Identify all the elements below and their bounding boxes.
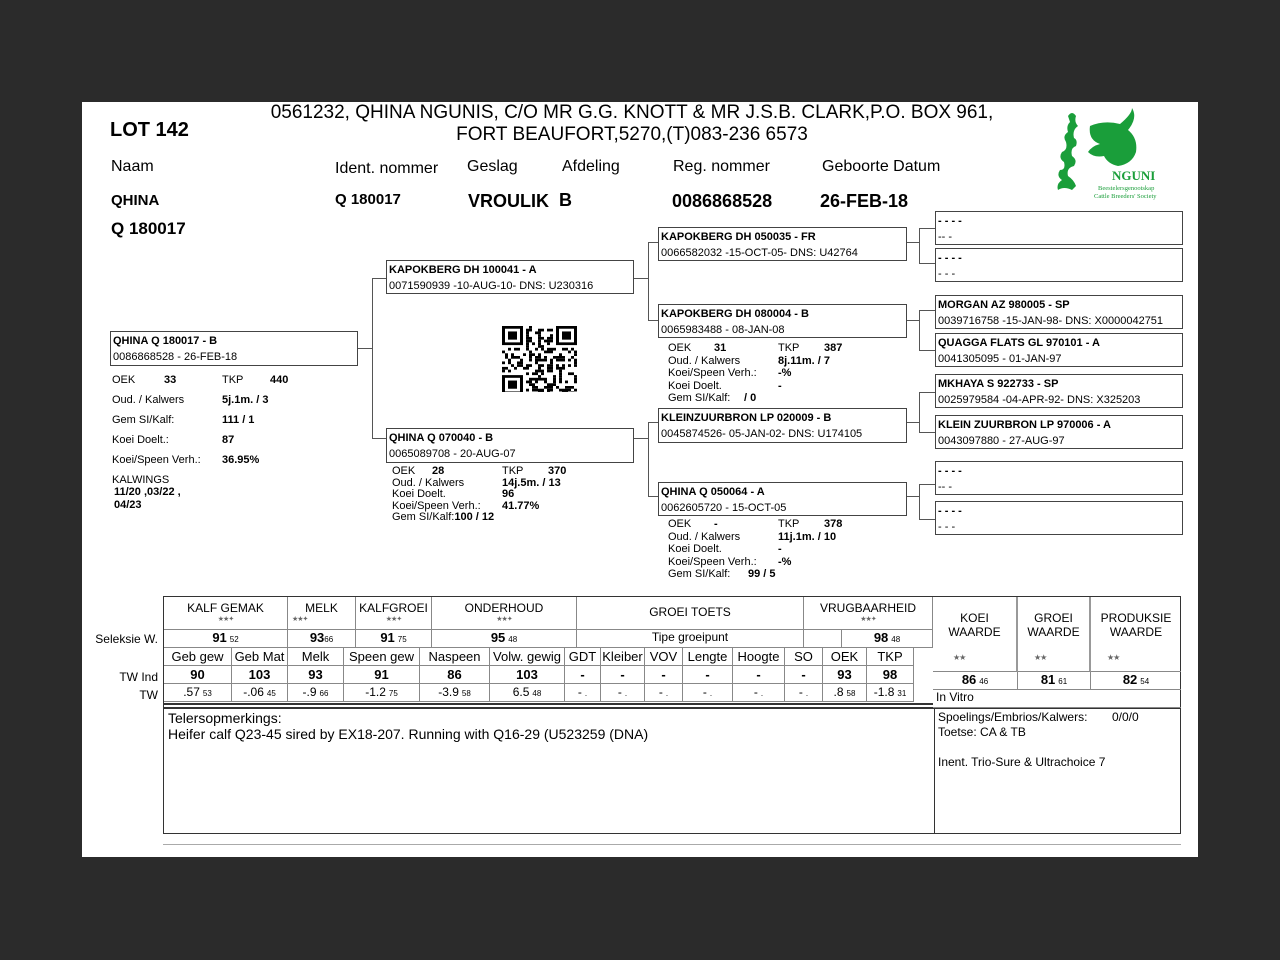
logo-sub-2: Cattle Breeders' Society (1094, 193, 1157, 200)
dam-name: QHINA Q 070040 - B (389, 432, 494, 444)
sire-reg: 0071590939 -10-AUG-10- DNS: U230316 (389, 280, 594, 292)
tw-number: - (658, 685, 663, 699)
owner-line-2: FORT BEAUFORT,5270,(T)083-236 6573 (456, 124, 808, 145)
tw-accuracy: 53 (202, 689, 212, 698)
label-reg: Reg. nommer (673, 158, 770, 175)
produksie-waarde: PRODUKSIE WAARDE ★★ (1091, 597, 1181, 672)
tw-accuracy: . (624, 689, 628, 698)
sel-melk: 9366 (288, 630, 356, 648)
qr-code-icon (498, 324, 580, 392)
value-geslag: VROULIK (468, 191, 549, 211)
value-reg: 0086868528 (672, 191, 773, 211)
tw-value (565, 684, 601, 702)
divider (163, 844, 1181, 845)
tw-accuracy: . (805, 689, 809, 698)
connector (919, 484, 920, 520)
animal-stats: OEK 33 TKP 440 Oud. / Kalwers 5j.1m. / 3 Gem SI/Kalf: 111 / 1 Koei Doelt.: 87 Koei/Speen Verh.: 36.95% KALWINGS (112, 374, 289, 486)
connector (358, 348, 372, 349)
dam-box[interactable] (386, 428, 634, 463)
tw-accuracy: . (760, 689, 764, 698)
tw-number: -3.9 (438, 685, 459, 699)
lot-number: LOT 142 (110, 119, 189, 141)
remarks-title: Telersopmerkings: (168, 710, 282, 726)
tw-number: -1.2 (365, 685, 386, 699)
connector (919, 263, 935, 264)
column-header: Naspeen (420, 648, 490, 666)
group-onderhoud: ONDERHOUD ★★✦ (432, 597, 577, 630)
group-vrugbaarheid: VRUGBAARHEID ★★✦ (804, 597, 933, 630)
remarks-text: Heifer calf Q23-45 sired by EX18-207. Running with Q16-29 (U523259 (DNA) (168, 726, 649, 742)
sire-sire-reg: 0066582032 -15-OCT-05- DNS: U42764 (661, 247, 858, 259)
tw-number: - (702, 685, 707, 699)
group-kalf-gemak: KALF GEMAK ★★✦ (164, 597, 288, 630)
dam-sire-name: KLEINZUURBRON LP 020009 - B (661, 412, 832, 424)
connector (372, 438, 386, 439)
val-koei-waarde: 86 46 (933, 672, 1018, 690)
column-header: Kleiber (601, 648, 645, 666)
connector (919, 228, 935, 229)
connector (648, 320, 658, 321)
sire-dam-name: KAPOKBERG DH 080004 - B (661, 308, 809, 320)
connector (919, 392, 920, 433)
column-header: GDT (565, 648, 601, 666)
tw-ind-value: 93 (823, 666, 867, 684)
tw-ind-value: - (601, 666, 645, 684)
column-header: Melk (288, 648, 344, 666)
val-groei-waarde: 81 61 (1018, 672, 1091, 690)
row-label-twind: TW Ind (119, 670, 158, 684)
dam-sire-box[interactable] (658, 408, 907, 443)
tw-value (420, 684, 490, 702)
connector (372, 278, 373, 439)
gen3-box[interactable]: - - - - -- - (935, 211, 1183, 245)
sire-box[interactable] (386, 260, 634, 294)
column-header: Lengte (683, 648, 733, 666)
connector (648, 242, 658, 243)
column-header: SO (785, 648, 823, 666)
tw-number: - (798, 685, 803, 699)
gen3-box[interactable]: - - - - - - - (935, 501, 1183, 535)
group-groei-toets: GROEI TOETS (577, 597, 804, 630)
tw-number: -.06 (243, 685, 264, 699)
label-afdeling: Afdeling (562, 158, 620, 175)
tw-ind-value: - (645, 666, 683, 684)
koei-waarde: KOEI WAARDE ★★ (933, 597, 1018, 672)
tw-ind-value: 86 (420, 666, 490, 684)
sire-sire-name: KAPOKBERG DH 050035 - FR (661, 231, 816, 243)
connector (648, 496, 658, 497)
breeding-values-table (163, 596, 1181, 708)
dam-reg: 0065089708 - 20-AUG-07 (389, 448, 516, 460)
tw-value (683, 684, 733, 702)
tw-accuracy: 75 (388, 689, 398, 698)
connector (634, 278, 648, 279)
tw-value (867, 684, 914, 702)
connector (648, 422, 658, 423)
tw-value (601, 684, 645, 702)
tw-number: - (753, 685, 758, 699)
tw-value (785, 684, 823, 702)
tw-number: - (577, 685, 582, 699)
connector (907, 242, 919, 243)
tw-number: -.9 (302, 685, 317, 699)
tw-value (490, 684, 565, 702)
sel-kalfgroei: 91 75 (356, 630, 432, 648)
sel-blank (804, 630, 842, 648)
lot-card (82, 102, 1198, 857)
logo-brand: NGUNI (1112, 168, 1156, 183)
connector (919, 519, 935, 520)
dam-dam-name: QHINA Q 050064 - A (661, 486, 765, 498)
row-label-tw: TW (139, 688, 158, 702)
gen3-box[interactable]: - - - - -- - (935, 461, 1183, 495)
inent: Inent. Trio-Sure & Ultrachoice 7 (938, 755, 1106, 769)
sel-kalf-gemak: 91 52 (164, 630, 288, 648)
tw-accuracy: . (709, 689, 713, 698)
tw-ind-value: - (733, 666, 785, 684)
tw-ind-value: 103 (232, 666, 288, 684)
tw-number: .8 (833, 685, 844, 699)
group-kalfgroei: KALFGROEI ★★✦ (356, 597, 432, 630)
tw-value (344, 684, 420, 702)
value-naam-ident: Q 180017 (111, 219, 186, 238)
value-ident: Q 180017 (335, 191, 401, 208)
sel-vrugbaarheid: 98 48 (842, 630, 933, 648)
connector (907, 320, 919, 321)
tw-ind-value: 90 (164, 666, 232, 684)
tw-value (232, 684, 288, 702)
owner-address (232, 102, 1032, 146)
value-afdeling: B (559, 190, 572, 210)
tw-ind-value: - (683, 666, 733, 684)
tw-value (164, 684, 232, 702)
animal-box[interactable] (110, 331, 358, 366)
column-header: VOV (645, 648, 683, 666)
toetse: Toetse: CA & TB (938, 725, 1026, 739)
connector (919, 484, 935, 485)
gen3-box[interactable]: MKHAYA S 922733 - SP 0025979584 -04-APR-92- DNS: X325203 (935, 374, 1183, 408)
column-header: Geb gew (164, 648, 232, 666)
sire-dam-reg: 0065983488 - 08-JAN-08 (661, 324, 785, 336)
tw-value (823, 684, 867, 702)
label-geboorte: Geboorte Datum (822, 158, 941, 175)
owner-line-1: 0561232, QHINA NGUNIS, C/O MR G.G. KNOTT & MR J.S.B. CLARK,P.O. BOX 961, (270, 102, 994, 123)
tw-number: .57 (183, 685, 200, 699)
tw-number: 6.5 (512, 685, 530, 699)
dam-dam-box[interactable] (658, 482, 907, 516)
tw-ind-value: 98 (867, 666, 914, 684)
column-header: Speen gew (344, 648, 420, 666)
dam-dam-reg: 0062605720 - 15-OCT-05 (661, 502, 787, 514)
sel-onderhoud: 95 48 (432, 630, 577, 648)
column-header: OEK (823, 648, 867, 666)
connector (919, 310, 920, 351)
sire-sire-box[interactable] (658, 227, 907, 261)
kalwings: 11/20 ,03/22 , 04/23 (114, 486, 181, 511)
tw-value (288, 684, 344, 702)
column-header: Hoogte (733, 648, 785, 666)
tw-accuracy: 66 (319, 689, 329, 698)
tw-accuracy: 58 (461, 689, 471, 698)
gen3-box[interactable]: KLEIN ZUURBRON LP 970006 - A 0043097880 - 27-AUG-97 (935, 415, 1183, 449)
gen3-box[interactable]: - - - - - - - (935, 248, 1183, 282)
tw-value (645, 684, 683, 702)
logo-sub-1: Beestelersgenootskap (1098, 185, 1155, 192)
sire-name: KAPOKBERG DH 100041 - A (389, 264, 537, 276)
sire-dam-box[interactable] (658, 304, 907, 338)
row-label-seleksie: Seleksie W. (95, 632, 158, 646)
tw-ind-value: - (785, 666, 823, 684)
divider (164, 703, 933, 705)
nguni-cattle-icon (1050, 106, 1170, 202)
animal-name: QHINA Q 180017 - B (113, 335, 218, 347)
column-header: Volw. gewig (490, 648, 565, 666)
connector (372, 278, 386, 279)
connector (648, 422, 649, 497)
gen3-box[interactable]: MORGAN AZ 980005 - SP 0039716758 -15-JAN-98- DNS: X0000042751 (935, 295, 1183, 329)
connector (919, 350, 935, 351)
value-geboorte: 26-FEB-18 (820, 191, 909, 211)
connector (919, 392, 935, 393)
remarks-side-box (934, 708, 1181, 834)
connector (919, 228, 920, 264)
tw-ind-value: 93 (288, 666, 344, 684)
tw-ind-value: 91 (344, 666, 420, 684)
label-ident: Ident. nommer (335, 160, 439, 177)
column-header: TKP (867, 648, 914, 666)
tw-accuracy: 45 (266, 689, 276, 698)
tw-accuracy: 31 (897, 689, 907, 698)
value-naam: QHINA (111, 192, 160, 209)
connector (907, 422, 919, 423)
spoelings-value: 0/0/0 (1112, 710, 1139, 724)
connector (648, 242, 649, 321)
connector (919, 432, 935, 433)
val-produksie-waarde: 82 54 (1091, 672, 1181, 690)
spoelings-label: Spoelings/Embrios/Kalwers: (938, 710, 1088, 724)
label-naam: Naam (111, 158, 154, 175)
tw-accuracy: . (584, 689, 588, 698)
tw-number: -1.8 (873, 685, 895, 699)
animal-reg: 0086868528 - 26-FEB-18 (113, 351, 238, 363)
tw-ind-value: - (565, 666, 601, 684)
connector (634, 438, 648, 439)
dam-stats: OEK 28 TKP 370 Oud. / Kalwers 14j.5m. / 13 Koei Doelt. 96 Koei/Speen Verh.: 41.77% Gem SI/Kalf: 100 / 12 (392, 465, 567, 523)
dam-sire-reg: 0045874526- 05-JAN-02- DNS: U174105 (661, 428, 863, 440)
in-vitro: In Vitro (933, 690, 1181, 708)
remarks-box (163, 708, 935, 834)
label-geslag: Geslag (467, 158, 518, 175)
group-melk: MELK ★★✦ (288, 597, 356, 630)
tw-ind-value: 103 (490, 666, 565, 684)
connector (919, 310, 935, 311)
connector (907, 496, 919, 497)
tw-accuracy: 48 (532, 689, 542, 698)
groei-waarde: GROEI WAARDE ★★ (1018, 597, 1091, 672)
sire-dam-stats: OEK 31 TKP 387 Oud. / Kalwers 8j.11m. / 7 Koei/Speen Verh.: -% Koei Doelt. - Gem SI/Kalf: / 0 (668, 342, 843, 404)
dam-dam-stats: OEK - TKP 378 Oud. / Kalwers 11j.1m. / 10 Koei Doelt. - Koei/Speen Verh.: -% Gem SI/Kalf: 99 / 5 (668, 518, 843, 580)
tw-accuracy: . (665, 689, 669, 698)
tw-value (733, 684, 785, 702)
tw-accuracy: 58 (846, 689, 856, 698)
tipe-groeipunt: Tipe groeipunt (577, 630, 804, 648)
tw-number: - (617, 685, 622, 699)
nguni-logo (1050, 106, 1170, 202)
column-header: Geb Mat (232, 648, 288, 666)
gen3-box[interactable]: QUAGGA FLATS GL 970101 - A 0041305095 - 01-JAN-97 (935, 333, 1183, 367)
